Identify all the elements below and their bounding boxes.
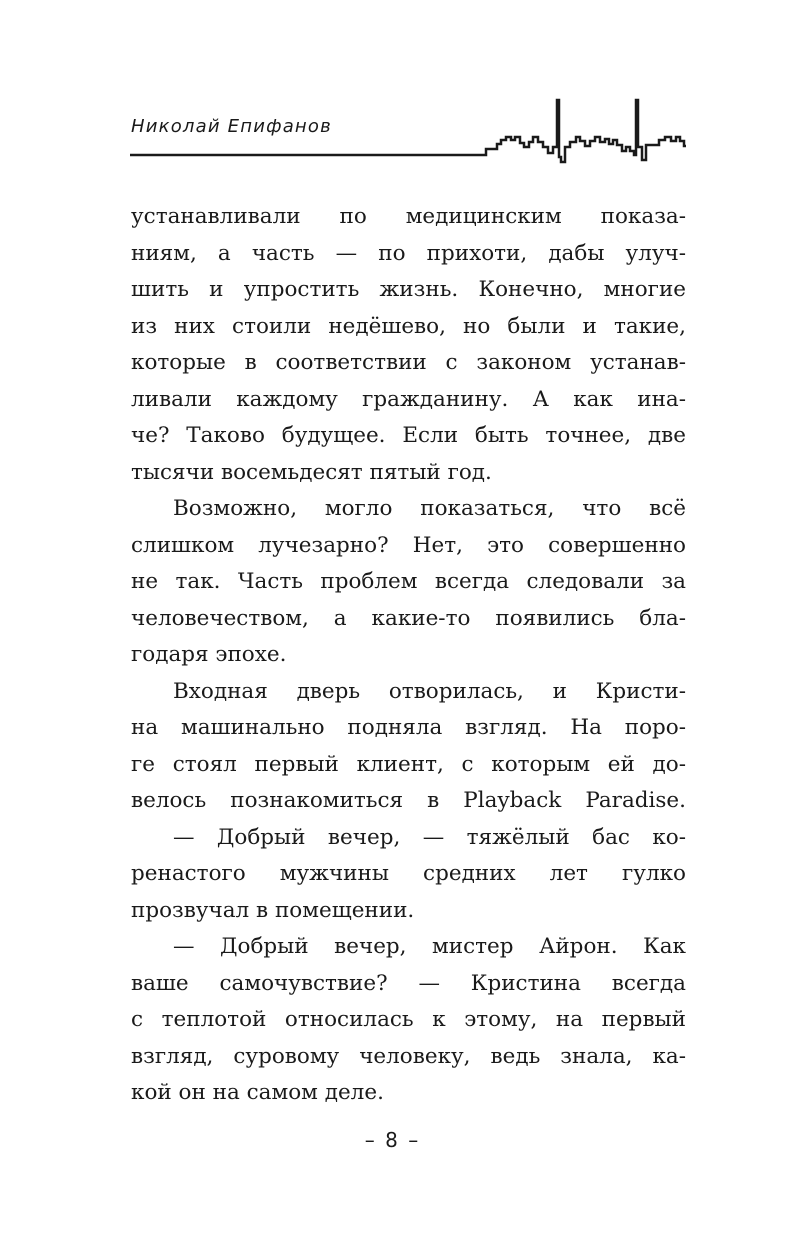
text-line: кой он на самом деле.	[131, 1080, 384, 1105]
text-line: устанавливали по медицинским показа-	[131, 204, 686, 229]
paragraph	[131, 929, 686, 1112]
text-line: не так. Часть проблем всегда следовали за	[131, 569, 686, 594]
text-line: ливали каждому гражданину. А как ина-	[131, 386, 686, 412]
paragraph	[131, 820, 686, 930]
text-line: с теплотой относилась к этому, на первый	[131, 1007, 686, 1032]
text-line: взгляд, суровому человеку, ведь знала, ка-	[131, 1043, 686, 1069]
text-line: ге стоял первый клиент, с которым ей до-	[131, 751, 686, 777]
text-line: годаря эпохе.	[131, 642, 287, 667]
text-line: Входная дверь отворилась, и Кристи-	[173, 678, 686, 704]
text-line: — Добрый вечер, мистер Айрон. Как	[173, 934, 686, 959]
text-line: из них стоили недёшево, но были и такие,	[131, 313, 686, 339]
text-line: ваше самочувствие? — Кристина всегда	[131, 970, 686, 996]
text-line: слишком лучезарно? Нет, это совершенно	[131, 532, 686, 558]
heartbeat-line-ornament	[0, 0, 785, 170]
text-line: че? Таково будущее. Если быть точнее, две	[131, 423, 686, 448]
page-number: – 8 –	[364, 1128, 421, 1152]
text-line: шить и упростить жизнь. Конечно, многие	[131, 277, 686, 302]
text-line: велось познакомиться в Playback Paradise.	[131, 788, 686, 813]
body-text	[131, 199, 686, 1112]
text-line: которые в соответствии с законом устанав-	[131, 350, 686, 375]
running-header	[0, 0, 785, 170]
paragraph	[131, 491, 686, 674]
author-name: Николай Епифанов	[131, 116, 332, 137]
text-line: на машинально подняла взгляд. На поро-	[131, 715, 686, 740]
paragraph	[131, 199, 686, 491]
text-line: ренастого мужчины средних лет гулко	[131, 861, 686, 886]
paragraph	[131, 674, 686, 820]
text-line: — Добрый вечер, — тяжёлый бас ко-	[173, 824, 686, 850]
text-line: прозвучал в помещении.	[131, 897, 415, 923]
text-line: Возможно, могло показаться, что всё	[173, 496, 686, 521]
text-line: ниям, а часть — по прихоти, дабы улуч-	[131, 240, 686, 266]
text-line: тысячи восемьдесят пятый год.	[131, 459, 492, 485]
text-line: человечеством, а какие-то появились бла-	[131, 605, 686, 631]
